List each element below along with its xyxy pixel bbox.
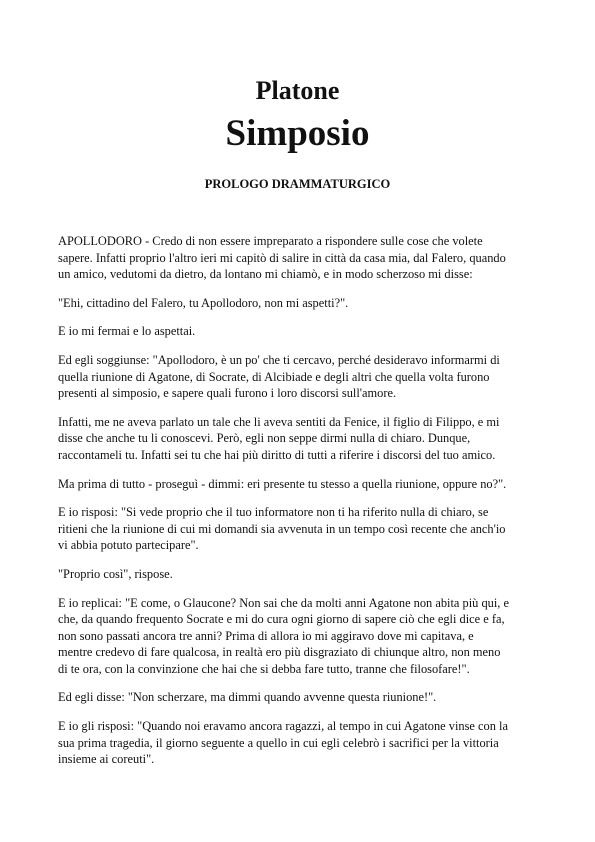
text-line: APOLLODORO - Credo di non essere impreparato a rispondere sulle cose che volete xyxy=(58,234,483,248)
text-line: ritieni che la riunione di cui mi domandi sia avvenuta in un tempo così recente che anch'io xyxy=(58,521,506,536)
paragraph xyxy=(58,504,544,554)
paragraph xyxy=(58,718,544,768)
text-line: che, da quando frequento Socrate e mi do cura ogni giorno di sapere ciò che egli dice e fa, xyxy=(58,612,505,627)
text-line: Ma prima di tutto - proseguì - dimmi: eri presente tu stesso a quella riunione, oppure no?". xyxy=(58,476,507,491)
text-line: sua prima tragedia, il giorno seguente a quello in cui egli celebrò i sacrifici per la vittoria xyxy=(58,735,499,750)
text-line: raccontameli tu. Infatti sei tu che hai più diritto di tutti a riferire i discorsi del tuo amico. xyxy=(58,447,496,462)
text-line: vi abbia potuto partecipare". xyxy=(58,538,199,553)
paragraph xyxy=(58,566,544,583)
paragraph xyxy=(58,595,544,678)
text-line: E io mi fermai e lo aspettai. xyxy=(58,324,196,339)
text-line: E io replicai: "E come, o Glaucone? Non sai che da molti anni Agatone non abita più qui, e xyxy=(58,595,509,610)
text-line: "Proprio così", rispose. xyxy=(58,566,173,581)
section-subtitle: PROLOGO DRAMMATURGICO xyxy=(204,177,391,191)
paragraph xyxy=(58,476,544,493)
text-line: quella riunione di Agatone, di Socrate, di Alcibiade e degli altri che quella volta furono xyxy=(58,369,490,384)
text-line: Infatti, me ne aveva parlato un tale che li aveva sentiti da Fenice, il figlio di Filippo, e mi xyxy=(58,414,500,429)
text-line: sapere. Infatti proprio l'altro ieri mi capitò di salire in città da casa mia, dal Falero, quando xyxy=(58,250,506,265)
text-line: mentre credevo di fare qualcosa, in realtà ero più disgraziato di chiunque altro, non meno xyxy=(58,645,501,660)
author-name: Platone xyxy=(255,76,340,105)
paragraph xyxy=(58,414,544,464)
text-line: insieme ai coreuti". xyxy=(58,752,155,767)
text-line: non sono passati ancora tre anni? Prima di allora io mi aggiravo dove mi capitava, e xyxy=(58,628,474,643)
text-line: E io gli risposi: "Quando noi eravamo ancora ragazzi, al tempo in cui Agatone vinse con la xyxy=(58,719,508,734)
document-body xyxy=(58,233,544,780)
text-line: di te ora, con la convinzione che hai che si debba fare tutto, tranne che filosofare!". xyxy=(58,661,470,676)
text-line: un amico, vedutomi da dietro, da lontano mi chiamò, e in modo scherzoso mi disse: xyxy=(58,267,473,282)
paragraph xyxy=(58,352,544,402)
text-line: E io risposi: "Si vede proprio che il tuo informatore non ti ha riferito nulla di chiaro, se xyxy=(58,505,489,520)
text-line: Ed egli soggiunse: "Apollodoro, è un po' che ti cercavo, perché desideravo informarmi di xyxy=(58,352,500,367)
text-line: "Ehi, cittadino del Falero, tu Apollodoro, non mi aspetti?". xyxy=(58,295,349,310)
text-line: Ed egli disse: "Non scherzare, ma dimmi quando avvenne questa riunione!". xyxy=(58,690,437,705)
text-line: presenti al simposio, e sapere quali furono i loro discorsi sull'amore. xyxy=(58,386,397,401)
text-line: disse che anche tu li conoscevi. Però, egli non seppe dirmi nulla di chiaro. Dunque, xyxy=(58,431,471,446)
paragraph xyxy=(58,323,544,340)
paragraph xyxy=(58,295,544,312)
paragraph xyxy=(58,233,544,283)
document-title: Simposio xyxy=(225,113,370,154)
paragraph xyxy=(58,689,544,706)
